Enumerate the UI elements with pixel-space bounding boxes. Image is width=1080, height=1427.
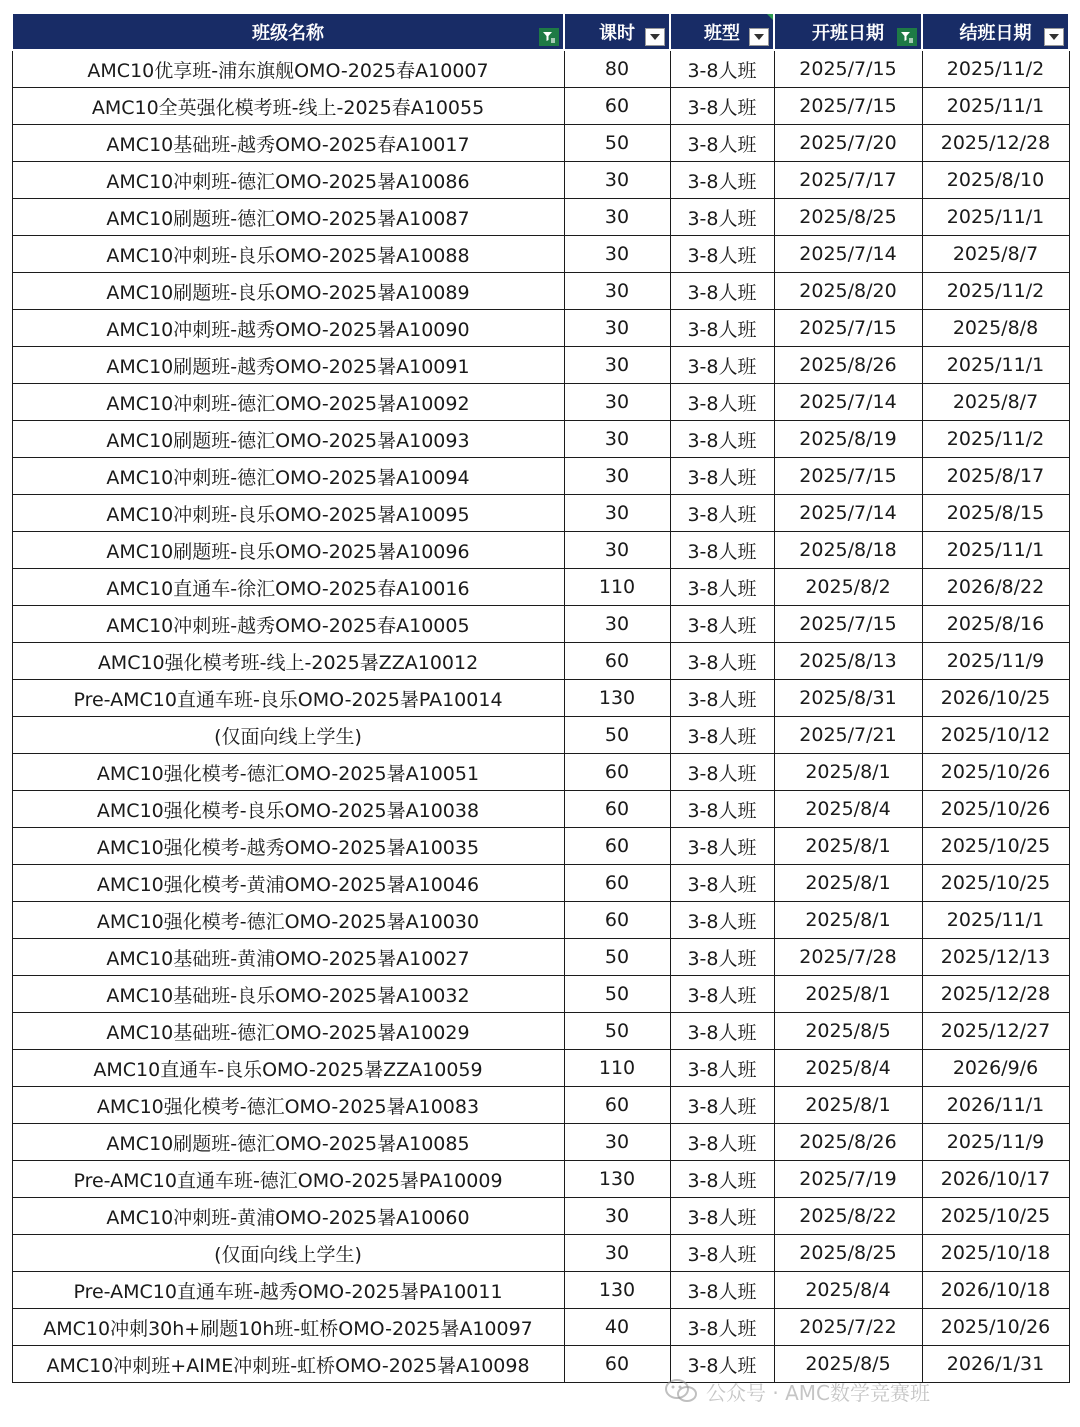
cell-comment-marker — [767, 14, 773, 20]
cell-hours[interactable]: 30 — [564, 458, 670, 495]
cell-start-date[interactable]: 2025/7/20 — [774, 125, 922, 162]
cell-class-name[interactable]: AMC10全英强化模考班-线上-2025春A10055 — [12, 88, 564, 125]
cell-class-type[interactable]: 3-8人班 — [670, 199, 774, 236]
cell-start-date[interactable]: 2025/8/26 — [774, 347, 922, 384]
cell-class-type[interactable]: 3-8人班 — [670, 421, 774, 458]
cell-class-type[interactable]: 3-8人班 — [670, 310, 774, 347]
cell-end-date[interactable]: 2025/8/7 — [922, 236, 1069, 273]
table-row — [12, 384, 1069, 421]
cell-start-date[interactable]: 2025/7/28 — [774, 939, 922, 976]
cell-start-date[interactable]: 2025/8/13 — [774, 643, 922, 680]
cell-class-name[interactable]: AMC10基础班-德汇OMO-2025暑A10029 — [12, 1013, 564, 1050]
cell-end-date[interactable]: 2026/1/31 — [922, 1346, 1069, 1383]
cell-start-date[interactable]: 2025/8/1 — [774, 754, 922, 791]
cell-class-name[interactable]: AMC10冲刺班+AIME冲刺班-虹桥OMO-2025暑A10098 — [12, 1346, 564, 1383]
cell-start-date[interactable]: 2025/8/19 — [774, 421, 922, 458]
column-header-label: 开班日期 — [812, 22, 884, 44]
cell-class-name[interactable]: Pre-AMC10直通车班-良乐OMO-2025暑PA10014 — [12, 680, 564, 717]
cell-class-name[interactable]: AMC10冲刺班-德汇OMO-2025暑A10092 — [12, 384, 564, 421]
table-row — [12, 1309, 1069, 1346]
cell-end-date[interactable]: 2026/10/18 — [922, 1272, 1069, 1309]
cell-start-date[interactable]: 2025/8/1 — [774, 1087, 922, 1124]
cell-class-name[interactable]: Pre-AMC10直通车班-德汇OMO-2025暑PA10009 — [12, 1161, 564, 1198]
cell-class-name[interactable]: AMC10冲刺班-越秀OMO-2025春A10005 — [12, 606, 564, 643]
column-header-class-name — [12, 13, 564, 50]
cell-class-type[interactable]: 3-8人班 — [670, 1198, 774, 1235]
cell-end-date[interactable]: 2025/8/7 — [922, 384, 1069, 421]
table-row — [12, 1161, 1069, 1198]
cell-end-date[interactable]: 2025/11/1 — [922, 199, 1069, 236]
cell-end-date[interactable]: 2025/8/10 — [922, 162, 1069, 199]
cell-end-date[interactable]: 2025/12/28 — [922, 125, 1069, 162]
cell-class-name[interactable]: AMC10强化模考-良乐OMO-2025暑A10038 — [12, 791, 564, 828]
cell-class-type[interactable]: 3-8人班 — [670, 1272, 774, 1309]
cell-class-type[interactable]: 3-8人班 — [670, 1346, 774, 1383]
table-row — [12, 643, 1069, 680]
table-row — [12, 865, 1069, 902]
cell-hours[interactable]: 30 — [564, 1235, 670, 1272]
table-row — [12, 828, 1069, 865]
table-row — [12, 495, 1069, 532]
filter-active-icon[interactable] — [539, 28, 559, 46]
table-row — [12, 902, 1069, 939]
cell-class-type[interactable]: 3-8人班 — [670, 791, 774, 828]
cell-end-date[interactable]: 2025/10/12 — [922, 717, 1069, 754]
cell-class-name[interactable]: AMC10冲刺班-良乐OMO-2025暑A10088 — [12, 236, 564, 273]
cell-end-date[interactable]: 2025/10/18 — [922, 1235, 1069, 1272]
table-row — [12, 1050, 1069, 1087]
cell-start-date[interactable]: 2025/7/15 — [774, 458, 922, 495]
cell-class-type[interactable]: 3-8人班 — [670, 569, 774, 606]
cell-hours[interactable]: 80 — [564, 50, 670, 88]
cell-class-type[interactable]: 3-8人班 — [670, 236, 774, 273]
column-header-label: 班级名称 — [252, 22, 324, 44]
cell-end-date[interactable]: 2025/10/26 — [922, 754, 1069, 791]
table-row — [12, 1235, 1069, 1272]
cell-class-name[interactable]: AMC10强化模考-黄浦OMO-2025暑A10046 — [12, 865, 564, 902]
filter-dropdown-icon[interactable] — [749, 28, 769, 46]
cell-class-name[interactable]: AMC10冲刺班-良乐OMO-2025暑A10095 — [12, 495, 564, 532]
cell-class-type[interactable]: 3-8人班 — [670, 939, 774, 976]
cell-class-type[interactable]: 3-8人班 — [670, 717, 774, 754]
cell-hours[interactable]: 30 — [564, 606, 670, 643]
cell-class-name[interactable]: AMC10基础班-良乐OMO-2025暑A10032 — [12, 976, 564, 1013]
column-header-class-type — [670, 13, 774, 50]
table-row — [12, 717, 1069, 754]
cell-class-type[interactable]: 3-8人班 — [670, 1013, 774, 1050]
filter-active-icon[interactable] — [897, 28, 917, 46]
cell-end-date[interactable]: 2026/11/1 — [922, 1087, 1069, 1124]
cell-hours[interactable]: 60 — [564, 865, 670, 902]
cell-class-type[interactable]: 3-8人班 — [670, 1050, 774, 1087]
cell-hours[interactable]: 50 — [564, 1013, 670, 1050]
cell-start-date[interactable]: 2025/8/1 — [774, 976, 922, 1013]
cell-class-name[interactable]: AMC10冲刺班-德汇OMO-2025暑A10094 — [12, 458, 564, 495]
cell-class-type[interactable]: 3-8人班 — [670, 162, 774, 199]
column-header-label: 结班日期 — [959, 22, 1032, 44]
cell-class-type[interactable]: 3-8人班 — [670, 902, 774, 939]
cell-hours[interactable]: 30 — [564, 273, 670, 310]
cell-class-name[interactable]: AMC10强化模考-德汇OMO-2025暑A10083 — [12, 1087, 564, 1124]
table-row — [12, 347, 1069, 384]
cell-hours[interactable]: 50 — [564, 717, 670, 754]
table-row — [12, 791, 1069, 828]
cell-class-name[interactable]: AMC10冲刺班-德汇OMO-2025暑A10086 — [12, 162, 564, 199]
cell-start-date[interactable]: 2025/7/14 — [774, 236, 922, 273]
filter-dropdown-icon[interactable] — [645, 28, 665, 46]
cell-class-type[interactable]: 3-8人班 — [670, 680, 774, 717]
cell-class-name[interactable]: AMC10强化模考-德汇OMO-2025暑A10030 — [12, 902, 564, 939]
cell-class-type[interactable]: 3-8人班 — [670, 1309, 774, 1346]
table-row — [12, 976, 1069, 1013]
cell-start-date[interactable]: 2025/7/19 — [774, 1161, 922, 1198]
cell-end-date[interactable]: 2025/8/17 — [922, 458, 1069, 495]
cell-hours[interactable]: 50 — [564, 939, 670, 976]
cell-hours[interactable]: 110 — [564, 1050, 670, 1087]
cell-class-name[interactable]: AMC10刷题班-德汇OMO-2025暑A10093 — [12, 421, 564, 458]
cell-end-date[interactable]: 2025/12/13 — [922, 939, 1069, 976]
table-row — [12, 754, 1069, 791]
cell-hours[interactable]: 130 — [564, 1161, 670, 1198]
cell-class-name[interactable]: AMC10基础班-越秀OMO-2025春A10017 — [12, 125, 564, 162]
cell-start-date[interactable]: 2025/8/1 — [774, 828, 922, 865]
cell-hours[interactable]: 60 — [564, 828, 670, 865]
cell-hours[interactable]: 30 — [564, 199, 670, 236]
cell-start-date[interactable]: 2025/8/4 — [774, 1272, 922, 1309]
cell-end-date[interactable]: 2025/10/25 — [922, 865, 1069, 902]
cell-start-date[interactable]: 2025/7/17 — [774, 162, 922, 199]
cell-class-type[interactable]: 3-8人班 — [670, 347, 774, 384]
cell-hours[interactable]: 130 — [564, 680, 670, 717]
cell-end-date[interactable]: 2025/10/25 — [922, 828, 1069, 865]
table-row — [12, 569, 1069, 606]
cell-class-name[interactable]: AMC10强化模考-越秀OMO-2025暑A10035 — [12, 828, 564, 865]
cell-hours[interactable]: 60 — [564, 643, 670, 680]
cell-class-type[interactable]: 3-8人班 — [670, 865, 774, 902]
table-row — [12, 125, 1069, 162]
cell-start-date[interactable]: 2025/7/14 — [774, 495, 922, 532]
table-row — [12, 1124, 1069, 1161]
cell-class-name[interactable]: AMC10优享班-浦东旗舰OMO-2025春A10007 — [12, 50, 564, 88]
table-row — [12, 273, 1069, 310]
cell-class-type[interactable]: 3-8人班 — [670, 458, 774, 495]
table-row — [12, 50, 1069, 88]
cell-hours[interactable]: 30 — [564, 162, 670, 199]
cell-start-date[interactable]: 2025/8/4 — [774, 1050, 922, 1087]
cell-start-date[interactable]: 2025/8/1 — [774, 902, 922, 939]
cell-start-date[interactable]: 2025/8/18 — [774, 532, 922, 569]
cell-class-name[interactable]: AMC10刷题班-德汇OMO-2025暑A10087 — [12, 199, 564, 236]
cell-class-name[interactable]: AMC10直通车-良乐OMO-2025暑ZZA10059 — [12, 1050, 564, 1087]
cell-start-date[interactable]: 2025/8/5 — [774, 1013, 922, 1050]
cell-class-type[interactable]: 3-8人班 — [670, 1235, 774, 1272]
table-row — [12, 1346, 1069, 1383]
cell-class-name[interactable]: AMC10强化模考班-线上-2025暑ZZA10012 — [12, 643, 564, 680]
cell-hours[interactable]: 30 — [564, 236, 670, 273]
cell-hours[interactable]: 130 — [564, 1272, 670, 1309]
column-header-start-date — [774, 13, 922, 50]
cell-hours[interactable]: 60 — [564, 1346, 670, 1383]
table-row — [12, 939, 1069, 976]
cell-hours[interactable]: 110 — [564, 569, 670, 606]
table-row — [12, 1087, 1069, 1124]
table-row — [12, 236, 1069, 273]
cell-class-name[interactable]: (仅面向线上学生) — [12, 717, 564, 754]
cell-start-date[interactable]: 2025/7/15 — [774, 50, 922, 88]
table-row — [12, 310, 1069, 347]
cell-hours[interactable]: 30 — [564, 347, 670, 384]
cell-end-date[interactable]: 2025/11/2 — [922, 50, 1069, 88]
cell-hours[interactable]: 60 — [564, 791, 670, 828]
cell-class-type[interactable]: 3-8人班 — [670, 384, 774, 421]
column-header-hours — [564, 13, 670, 50]
cell-class-name[interactable]: AMC10刷题班-德汇OMO-2025暑A10085 — [12, 1124, 564, 1161]
table-row — [12, 1272, 1069, 1309]
watermark-text: 公众号 · AMC数学竞赛班 — [706, 1380, 930, 1405]
cell-start-date[interactable]: 2025/8/25 — [774, 199, 922, 236]
table-row — [12, 162, 1069, 199]
table-row — [12, 606, 1069, 643]
cell-start-date[interactable]: 2025/8/20 — [774, 273, 922, 310]
table-row — [12, 88, 1069, 125]
cell-class-type[interactable]: 3-8人班 — [670, 643, 774, 680]
cell-end-date[interactable]: 2025/8/15 — [922, 495, 1069, 532]
column-header-end-date — [922, 13, 1069, 50]
cell-end-date[interactable]: 2025/8/16 — [922, 606, 1069, 643]
cell-end-date[interactable]: 2025/12/27 — [922, 1013, 1069, 1050]
cell-hours[interactable]: 50 — [564, 125, 670, 162]
cell-class-name[interactable]: AMC10刷题班-良乐OMO-2025暑A10089 — [12, 273, 564, 310]
cell-class-type[interactable]: 3-8人班 — [670, 976, 774, 1013]
cell-end-date[interactable]: 2025/11/9 — [922, 1124, 1069, 1161]
cell-hours[interactable]: 30 — [564, 1198, 670, 1235]
cell-start-date[interactable]: 2025/8/5 — [774, 1346, 922, 1383]
cell-start-date[interactable]: 2025/8/2 — [774, 569, 922, 606]
cell-hours[interactable]: 30 — [564, 532, 670, 569]
table-row — [12, 680, 1069, 717]
cell-end-date[interactable]: 2025/10/26 — [922, 791, 1069, 828]
cell-class-type[interactable]: 3-8人班 — [670, 754, 774, 791]
cell-end-date[interactable]: 2025/11/2 — [922, 273, 1069, 310]
cell-hours[interactable]: 30 — [564, 384, 670, 421]
cell-hours[interactable]: 50 — [564, 976, 670, 1013]
cell-start-date[interactable]: 2025/7/15 — [774, 88, 922, 125]
cell-class-name[interactable]: AMC10冲刺班-黄浦OMO-2025暑A10060 — [12, 1198, 564, 1235]
cell-end-date[interactable]: 2025/11/1 — [922, 902, 1069, 939]
table-row — [12, 458, 1069, 495]
table-row — [12, 532, 1069, 569]
cell-start-date[interactable]: 2025/8/1 — [774, 865, 922, 902]
cell-start-date[interactable]: 2025/7/15 — [774, 606, 922, 643]
spreadsheet — [11, 12, 1070, 1383]
cell-end-date[interactable]: 2026/8/22 — [922, 569, 1069, 606]
cell-end-date[interactable]: 2025/11/1 — [922, 88, 1069, 125]
cell-hours[interactable]: 60 — [564, 88, 670, 125]
cell-hours[interactable]: 30 — [564, 1124, 670, 1161]
column-header-label: 课时 — [599, 22, 635, 44]
cell-class-name[interactable]: AMC10刷题班-越秀OMO-2025暑A10091 — [12, 347, 564, 384]
cell-class-type[interactable]: 3-8人班 — [670, 50, 774, 88]
cell-start-date[interactable]: 2025/8/22 — [774, 1198, 922, 1235]
cell-class-type[interactable]: 3-8人班 — [670, 1161, 774, 1198]
cell-class-name[interactable]: Pre-AMC10直通车班-越秀OMO-2025暑PA10011 — [12, 1272, 564, 1309]
class-schedule-table — [11, 12, 1070, 1383]
cell-class-type[interactable]: 3-8人班 — [670, 828, 774, 865]
cell-end-date[interactable]: 2025/11/9 — [922, 643, 1069, 680]
cell-end-date[interactable]: 2025/11/1 — [922, 347, 1069, 384]
cell-class-name[interactable]: AMC10基础班-黄浦OMO-2025暑A10027 — [12, 939, 564, 976]
cell-class-type[interactable]: 3-8人班 — [670, 1087, 774, 1124]
cell-end-date[interactable]: 2025/11/2 — [922, 421, 1069, 458]
table-row — [12, 1013, 1069, 1050]
cell-end-date[interactable]: 2026/10/17 — [922, 1161, 1069, 1198]
table-row — [12, 1198, 1069, 1235]
cell-class-name[interactable]: (仅面向线上学生) — [12, 1235, 564, 1272]
cell-hours[interactable]: 60 — [564, 902, 670, 939]
cell-class-type[interactable]: 3-8人班 — [670, 273, 774, 310]
cell-end-date[interactable]: 2026/9/6 — [922, 1050, 1069, 1087]
cell-class-type[interactable]: 3-8人班 — [670, 1124, 774, 1161]
cell-start-date[interactable]: 2025/7/14 — [774, 384, 922, 421]
cell-class-type[interactable]: 3-8人班 — [670, 495, 774, 532]
table-row — [12, 421, 1069, 458]
cell-hours[interactable]: 60 — [564, 1087, 670, 1124]
cell-end-date[interactable]: 2026/10/25 — [922, 680, 1069, 717]
cell-start-date[interactable]: 2025/8/31 — [774, 680, 922, 717]
cell-class-type[interactable]: 3-8人班 — [670, 125, 774, 162]
cell-hours[interactable]: 30 — [564, 421, 670, 458]
cell-end-date[interactable]: 2025/10/25 — [922, 1198, 1069, 1235]
column-header-label: 班型 — [704, 22, 740, 44]
cell-class-name[interactable]: AMC10强化模考-德汇OMO-2025暑A10051 — [12, 754, 564, 791]
cell-end-date[interactable]: 2025/10/26 — [922, 1309, 1069, 1346]
cell-class-name[interactable]: AMC10冲刺班-越秀OMO-2025暑A10090 — [12, 310, 564, 347]
cell-hours[interactable]: 60 — [564, 754, 670, 791]
cell-start-date[interactable]: 2025/8/25 — [774, 1235, 922, 1272]
cell-class-name[interactable]: AMC10刷题班-良乐OMO-2025暑A10096 — [12, 532, 564, 569]
filter-dropdown-icon[interactable] — [1044, 28, 1064, 46]
cell-class-type[interactable]: 3-8人班 — [670, 88, 774, 125]
cell-start-date[interactable]: 2025/8/4 — [774, 791, 922, 828]
cell-class-name[interactable]: AMC10冲刺30h+刷题10h班-虹桥OMO-2025暑A10097 — [12, 1309, 564, 1346]
cell-end-date[interactable]: 2025/11/1 — [922, 532, 1069, 569]
cell-hours[interactable]: 30 — [564, 310, 670, 347]
cell-class-type[interactable]: 3-8人班 — [670, 606, 774, 643]
cell-start-date[interactable]: 2025/7/15 — [774, 310, 922, 347]
cell-class-name[interactable]: AMC10直通车-徐汇OMO-2025春A10016 — [12, 569, 564, 606]
cell-hours[interactable]: 40 — [564, 1309, 670, 1346]
cell-start-date[interactable]: 2025/7/21 — [774, 717, 922, 754]
cell-class-type[interactable]: 3-8人班 — [670, 532, 774, 569]
cell-hours[interactable]: 30 — [564, 495, 670, 532]
cell-end-date[interactable]: 2025/8/8 — [922, 310, 1069, 347]
cell-start-date[interactable]: 2025/8/26 — [774, 1124, 922, 1161]
table-row — [12, 199, 1069, 236]
header-row — [12, 13, 1069, 50]
cell-start-date[interactable]: 2025/7/22 — [774, 1309, 922, 1346]
cell-end-date[interactable]: 2025/12/28 — [922, 976, 1069, 1013]
table-body — [12, 50, 1069, 1383]
